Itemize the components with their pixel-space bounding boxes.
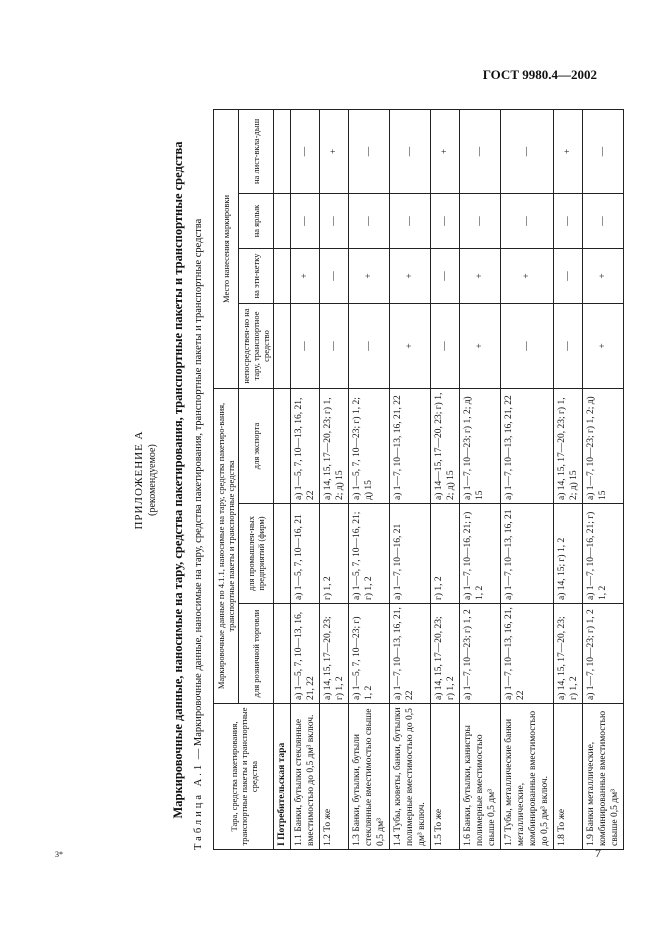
cell-export: а) 14—15, 17—20, 23; г) 1, 2; д) 15 bbox=[431, 388, 460, 503]
table-row bbox=[320, 109, 349, 849]
cell-industrial: а) 1—7, 10—16, 21 bbox=[390, 504, 431, 604]
cell-leaflet: + bbox=[431, 109, 460, 193]
header-industrial: для промышлен-ных предприятий (фирм) bbox=[239, 504, 274, 604]
cell-leaflet: — bbox=[501, 109, 554, 193]
table-row bbox=[390, 109, 431, 849]
cell-direct: + bbox=[583, 303, 624, 388]
main-title: Маркировочные данные, наносимые на тару, средства пакетирования, транспортные пакеты и транспортные средства bbox=[171, 141, 185, 819]
sheet-mark: 3* bbox=[55, 850, 63, 859]
annex-title: ПРИЛОЖЕНИЕ А bbox=[133, 430, 145, 530]
document-code: ГОСТ 9980.4—2002 bbox=[482, 67, 597, 82]
cell-direct: — bbox=[431, 303, 460, 388]
cell-leaflet: — bbox=[349, 109, 390, 193]
cell-name: 1.9 Банки металлические, комбинированные вместимостью свыше 0,5 дм³ bbox=[583, 704, 624, 850]
table-caption-text: — Маркировочные данные, наносимые на тару, средства пакетирования, транспортные пакеты и транспортные средства bbox=[193, 218, 204, 762]
cell-export: а) 1—5, 7, 10—13, 16, 21, 22 bbox=[291, 388, 320, 503]
table-row bbox=[460, 109, 501, 849]
cell-export: а) 14, 15, 17—20, 23; г) 1, 2; д) 15 bbox=[554, 388, 583, 503]
cell-export: а) 1—7, 10—13, 16, 21, 22 bbox=[390, 388, 431, 503]
cell-label: — bbox=[554, 248, 583, 303]
section-row bbox=[274, 109, 291, 849]
cell-industrial: а) 1—7, 10—16, 21; г) 1, 2 bbox=[583, 504, 624, 604]
cell-export: а) 1—7, 10—23; г) 1, 2; д) 15 bbox=[583, 388, 624, 503]
cell-leaflet: + bbox=[320, 109, 349, 193]
cell-tag: — bbox=[320, 193, 349, 248]
cell-name: 1.6 Банки, бутылки, канистры полимерные вместимостью свыше 0,5 дм³ bbox=[460, 704, 501, 850]
cell-direct: — bbox=[291, 303, 320, 388]
cell-export: а) 1—5, 7, 10—23; г) 1, 2; д) 15 bbox=[349, 388, 390, 503]
cell-label: + bbox=[501, 248, 554, 303]
header-place-group: Место нанесения маркировки bbox=[214, 109, 239, 388]
cell-label: — bbox=[320, 248, 349, 303]
cell-direct: + bbox=[460, 303, 501, 388]
cell-retail: а) 1—5, 7, 10—23; г) 1, 2 bbox=[349, 604, 390, 704]
table-caption bbox=[193, 219, 204, 850]
cell-retail: а) 14, 15, 17—20, 23; г) 1, 2 bbox=[320, 604, 349, 704]
cell-retail: а) 1—7, 10—13, 16, 21, 22 bbox=[390, 604, 431, 704]
cell-tag: — bbox=[349, 193, 390, 248]
table-row bbox=[583, 109, 624, 849]
table-row bbox=[431, 109, 460, 849]
cell-industrial: г) 1, 2 bbox=[431, 504, 460, 604]
cell-retail: а) 14, 15, 17—20, 23; г) 1, 2 bbox=[554, 604, 583, 704]
header-direct: непосредствен-но на тару, транспортное средство bbox=[239, 303, 274, 388]
cell-label: + bbox=[291, 248, 320, 303]
cell-direct: — bbox=[554, 303, 583, 388]
cell-tag: — bbox=[554, 193, 583, 248]
cell-label: + bbox=[460, 248, 501, 303]
cell-leaflet: — bbox=[291, 109, 320, 193]
cell-industrial: а) 14, 15; г) 1, 2 bbox=[554, 504, 583, 604]
table-row bbox=[554, 109, 583, 849]
cell-name: 1.3 Банки, бутылки, бутыли стеклянные вместимостью свыше 0,5 дм³ bbox=[349, 704, 390, 850]
cell-label: — bbox=[431, 248, 460, 303]
cell-retail: а) 14, 15, 17—20, 23; г) 1, 2 bbox=[431, 604, 460, 704]
marking-table bbox=[213, 109, 624, 850]
cell-name: 1.1 Банки, бутылки стеклянные вместимостью до 0,5 дм³ включ. bbox=[291, 704, 320, 850]
cell-retail: а) 1—7, 10—23; г) 1, 2 bbox=[583, 604, 624, 704]
table-row bbox=[501, 109, 554, 849]
cell-direct: + bbox=[390, 303, 431, 388]
cell-leaflet: + bbox=[554, 109, 583, 193]
cell-name: 1.4 Тубы, кюветы, банки, бутылки полимерные вместимостью до 0,5 дм³ включ. bbox=[390, 704, 431, 850]
cell-tag: — bbox=[501, 193, 554, 248]
cell-name: 1.7 Тубы, металлические банки металлические, комбинированные вместимостью до 0,5 дм³ включ. bbox=[501, 704, 554, 850]
section-title: I Потребительская тара bbox=[274, 704, 291, 850]
cell-retail: а) 1—5, 7, 10—13, 16, 21, 22 bbox=[291, 604, 320, 704]
cell-tag: — bbox=[390, 193, 431, 248]
cell-industrial: а) 1—7, 10—13, 16, 21 bbox=[501, 504, 554, 604]
cell-tag: — bbox=[460, 193, 501, 248]
cell-tag: — bbox=[291, 193, 320, 248]
table-caption-label: Таблица А.1 bbox=[193, 761, 204, 850]
cell-retail: а) 1—7, 10—23; г) 1, 2 bbox=[460, 604, 501, 704]
cell-label: + bbox=[583, 248, 624, 303]
cell-label: + bbox=[349, 248, 390, 303]
table-row bbox=[291, 109, 320, 849]
cell-tag: — bbox=[431, 193, 460, 248]
cell-industrial: а) 1—5, 7, 10—16, 21; г) 1, 2 bbox=[349, 504, 390, 604]
cell-tag: — bbox=[583, 193, 624, 248]
page-number: 7 bbox=[595, 846, 601, 860]
cell-industrial: г) 1, 2 bbox=[320, 504, 349, 604]
cell-industrial: а) 1—7, 10—16, 21; г) 1, 2 bbox=[460, 504, 501, 604]
header-label: на эти-кетку bbox=[239, 248, 274, 303]
header-retail: для розничной торговли bbox=[239, 604, 274, 704]
cell-name: 1.8 То же bbox=[554, 704, 583, 850]
header-export: для экспорта bbox=[239, 388, 274, 503]
cell-leaflet: — bbox=[390, 109, 431, 193]
cell-direct: — bbox=[320, 303, 349, 388]
cell-leaflet: — bbox=[583, 109, 624, 193]
header-leaflet: на лист-вкла-дыш bbox=[239, 109, 274, 193]
header-tag: на ярлык bbox=[239, 193, 274, 248]
cell-direct: — bbox=[501, 303, 554, 388]
cell-name: 1.2 То же bbox=[320, 704, 349, 850]
cell-label: + bbox=[390, 248, 431, 303]
cell-export: а) 1—7, 10—23; г) 1, 2; д) 15 bbox=[460, 388, 501, 503]
cell-leaflet: — bbox=[460, 109, 501, 193]
cell-retail: а) 1—7, 10—13, 16, 21, 22 bbox=[501, 604, 554, 704]
table-row bbox=[349, 109, 390, 849]
rotated-content bbox=[133, 100, 620, 860]
cell-direct: — bbox=[349, 303, 390, 388]
cell-export: а) 1—7, 10—13, 16, 21, 22 bbox=[501, 388, 554, 503]
cell-export: а) 14, 15, 17—20, 23; г) 1, 2; д) 15 bbox=[320, 388, 349, 503]
cell-name: 1.5 То же bbox=[431, 704, 460, 850]
cell-industrial: а) 1—5, 7, 10—16, 21 bbox=[291, 504, 320, 604]
annex-subtitle: (рекомендуемое) bbox=[147, 444, 158, 516]
header-tara: Тара, средства пакетирования, транспортные пакеты и транспортные средства bbox=[214, 704, 274, 850]
header-marking-group: Маркировочные данные по 4.1.1, наносимые на тару, средства пакетиро-вания, транспортные пакеты и транспортные средства bbox=[214, 388, 239, 703]
